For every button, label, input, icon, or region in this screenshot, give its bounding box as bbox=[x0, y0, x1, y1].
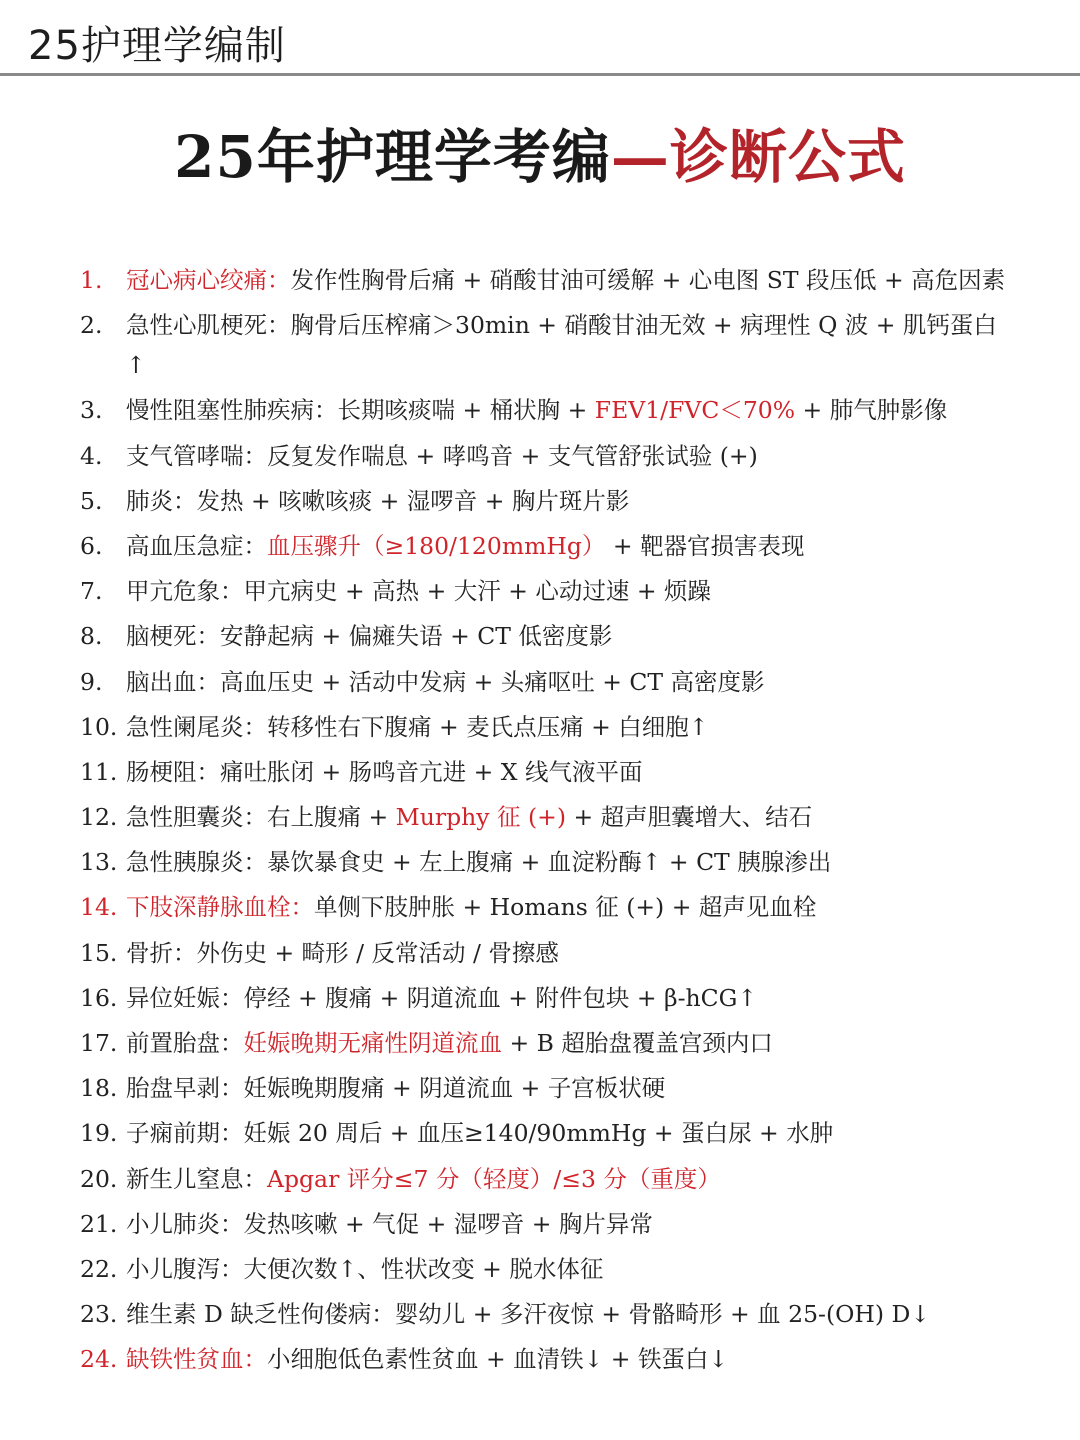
item-segment: 小儿腹泻：大便次数↑、性状改变 + 脱水体征 bbox=[126, 1254, 604, 1283]
item-text bbox=[126, 1204, 1015, 1244]
item-number: 7. bbox=[80, 577, 103, 606]
highlight-text: FEV1/FVC＜70% bbox=[594, 396, 796, 425]
item-number: 2. bbox=[80, 311, 103, 340]
item-segment: 脑梗死：安静起病 + 偏瘫失语 + CT 低密度影 bbox=[126, 622, 613, 651]
highlight-text: Murphy 征 (+) bbox=[395, 803, 566, 832]
item-segment: 肠梗阻：痛吐胀闭 + 肠鸣音亢进 + X 线气液平面 bbox=[126, 757, 643, 786]
list-item bbox=[80, 1023, 1015, 1063]
page-header bbox=[0, 0, 1080, 76]
list-item bbox=[80, 662, 1015, 702]
item-segment: + 肺气肿影像 bbox=[795, 396, 948, 425]
list-item bbox=[80, 1159, 1015, 1199]
item-text bbox=[126, 707, 1015, 747]
item-number: 15. bbox=[80, 938, 118, 967]
list-item bbox=[80, 1339, 1015, 1379]
item-text bbox=[126, 842, 1015, 882]
item-segment: 高血压急症： bbox=[126, 531, 267, 560]
item-segment: 脑出血：高血压史 + 活动中发病 + 头痛呕吐 + CT 高密度影 bbox=[126, 667, 765, 696]
item-segment: + B 超胎盘覆盖宫颈内口 bbox=[502, 1029, 773, 1057]
item-text bbox=[126, 1023, 1015, 1063]
item-segment: 单侧下肢肿胀 + Homans 征 (+) + 超声见血栓 bbox=[314, 893, 817, 922]
highlight-text: Apgar 评分≤7 分（轻度）/≤3 分（重度） bbox=[267, 1164, 721, 1193]
item-segment: + 超声胆囊增大、结石 bbox=[566, 803, 813, 832]
item-text bbox=[126, 1339, 1015, 1379]
list-item bbox=[80, 436, 1015, 476]
item-segment: 小细胞低色素性贫血 + 血清铁↓ + 铁蛋白↓ bbox=[267, 1345, 729, 1374]
item-text bbox=[126, 481, 1015, 521]
item-number: 22. bbox=[80, 1254, 118, 1283]
item-number: 11. bbox=[80, 757, 118, 786]
item-text bbox=[126, 1068, 1015, 1108]
item-text bbox=[126, 436, 1015, 476]
item-text bbox=[126, 887, 1015, 927]
item-segment: 子痫前期：妊娠 20 周后 + 血压≥140/90mmHg + 蛋白尿 + 水肿 bbox=[126, 1119, 834, 1148]
list-item bbox=[80, 752, 1015, 792]
list-item bbox=[80, 1294, 1015, 1334]
item-text bbox=[126, 526, 1015, 566]
header-label: 25护理学编制 bbox=[28, 23, 286, 69]
item-segment: 发作性胸骨后痛 + 硝酸甘油可缓解 + 心电图 ST 段压低 + 高危因素 bbox=[290, 266, 1006, 294]
list-item bbox=[80, 842, 1015, 882]
item-number: 16. bbox=[80, 983, 118, 1012]
item-number: 9. bbox=[80, 667, 103, 696]
item-segment: 急性胰腺炎：暴饮暴食史 + 左上腹痛 + 血淀粉酶↑ + CT 胰腺渗出 bbox=[126, 848, 832, 877]
item-number: 20. bbox=[80, 1164, 118, 1193]
item-number: 13. bbox=[80, 848, 118, 877]
item-number: 4. bbox=[80, 441, 103, 470]
item-segment: 骨折：外伤史 + 畸形 / 反常活动 / 骨擦感 bbox=[126, 938, 559, 967]
item-text bbox=[126, 571, 1015, 611]
highlight-text: 缺铁性贫血： bbox=[126, 1345, 267, 1374]
item-text bbox=[126, 1159, 1015, 1199]
item-segment: 新生儿窒息： bbox=[126, 1164, 267, 1193]
item-number: 14. bbox=[80, 893, 118, 922]
item-number: 10. bbox=[80, 712, 118, 741]
list-item bbox=[80, 260, 1015, 300]
item-text bbox=[126, 933, 1015, 973]
item-segment: 支气管哮喘：反复发作喘息 + 哮鸣音 + 支气管舒张试验 (+) bbox=[126, 441, 758, 470]
list-item bbox=[80, 616, 1015, 656]
highlight-text: 妊娠晚期无痛性阴道流血 bbox=[243, 1029, 502, 1057]
formula-list bbox=[80, 260, 1015, 1385]
highlight-text: 血压骤升（≥180/120mmHg） bbox=[267, 531, 606, 560]
item-text bbox=[126, 260, 1015, 300]
item-number: 24. bbox=[80, 1345, 118, 1374]
item-text bbox=[126, 305, 1015, 385]
item-number: 5. bbox=[80, 486, 103, 515]
list-item bbox=[80, 1249, 1015, 1289]
highlight-text: 下肢深静脉血栓： bbox=[126, 893, 314, 922]
page-title bbox=[0, 123, 1080, 191]
item-number: 3. bbox=[80, 396, 103, 425]
list-item bbox=[80, 887, 1015, 927]
list-item bbox=[80, 571, 1015, 611]
item-text bbox=[126, 1249, 1015, 1289]
item-segment: 急性胆囊炎：右上腹痛 + bbox=[126, 803, 396, 832]
item-number: 17. bbox=[80, 1029, 118, 1057]
item-text bbox=[126, 1113, 1015, 1153]
list-item bbox=[80, 1204, 1015, 1244]
item-segment: 慢性阻塞性肺疾病：长期咳痰喘 + 桶状胸 + bbox=[126, 396, 595, 425]
highlight-text: 冠心病心绞痛： bbox=[126, 266, 291, 294]
list-item bbox=[80, 481, 1015, 521]
list-item bbox=[80, 526, 1015, 566]
item-text bbox=[126, 390, 1015, 430]
item-segment: 急性阑尾炎：转移性右下腹痛 + 麦氏点压痛 + 白细胞↑ bbox=[126, 712, 709, 741]
list-item bbox=[80, 1113, 1015, 1153]
item-text bbox=[126, 797, 1015, 837]
item-number: 12. bbox=[80, 803, 118, 832]
list-item bbox=[80, 933, 1015, 973]
item-segment: 前置胎盘： bbox=[126, 1029, 244, 1057]
item-segment: 急性心肌梗死：胸骨后压榨痛＞30min + 硝酸甘油无效 + 病理性 Q 波 + 肌钙蛋白↑ bbox=[126, 311, 997, 380]
item-number: 19. bbox=[80, 1119, 118, 1148]
title-accent: —诊断公式 bbox=[610, 123, 906, 191]
list-item bbox=[80, 707, 1015, 747]
item-segment: 维生素 D 缺乏性佝偻病：婴幼儿 + 多汗夜惊 + 骨骼畸形 + 血 25-(OH) D↓ bbox=[126, 1300, 931, 1329]
item-segment: 异位妊娠：停经 + 腹痛 + 阴道流血 + 附件包块 + β-hCG↑ bbox=[126, 983, 758, 1012]
item-text bbox=[126, 662, 1015, 702]
item-number: 23. bbox=[80, 1300, 118, 1329]
list-item bbox=[80, 1068, 1015, 1108]
item-segment: 小儿肺炎：发热咳嗽 + 气促 + 湿啰音 + 胸片异常 bbox=[126, 1209, 653, 1238]
item-number: 1. bbox=[80, 266, 103, 294]
item-text bbox=[126, 1294, 1015, 1334]
item-text bbox=[126, 978, 1015, 1018]
item-number: 6. bbox=[80, 531, 103, 560]
list-item bbox=[80, 305, 1015, 385]
item-text bbox=[126, 616, 1015, 656]
list-item bbox=[80, 797, 1015, 837]
item-number: 18. bbox=[80, 1074, 118, 1103]
item-segment: 甲亢危象：甲亢病史 + 高热 + 大汗 + 心动过速 + 烦躁 bbox=[126, 577, 712, 606]
item-segment: 胎盘早剥：妊娠晚期腹痛 + 阴道流血 + 子宫板状硬 bbox=[126, 1074, 666, 1103]
list-item bbox=[80, 978, 1015, 1018]
title-main: 25年护理学考编 bbox=[174, 123, 611, 191]
item-segment: + 靶器官损害表现 bbox=[605, 531, 805, 560]
item-segment: 肺炎：发热 + 咳嗽咳痰 + 湿啰音 + 胸片斑片影 bbox=[126, 486, 630, 515]
item-number: 8. bbox=[80, 622, 103, 651]
list-item bbox=[80, 390, 1015, 430]
item-text bbox=[126, 752, 1015, 792]
item-number: 21. bbox=[80, 1209, 118, 1238]
